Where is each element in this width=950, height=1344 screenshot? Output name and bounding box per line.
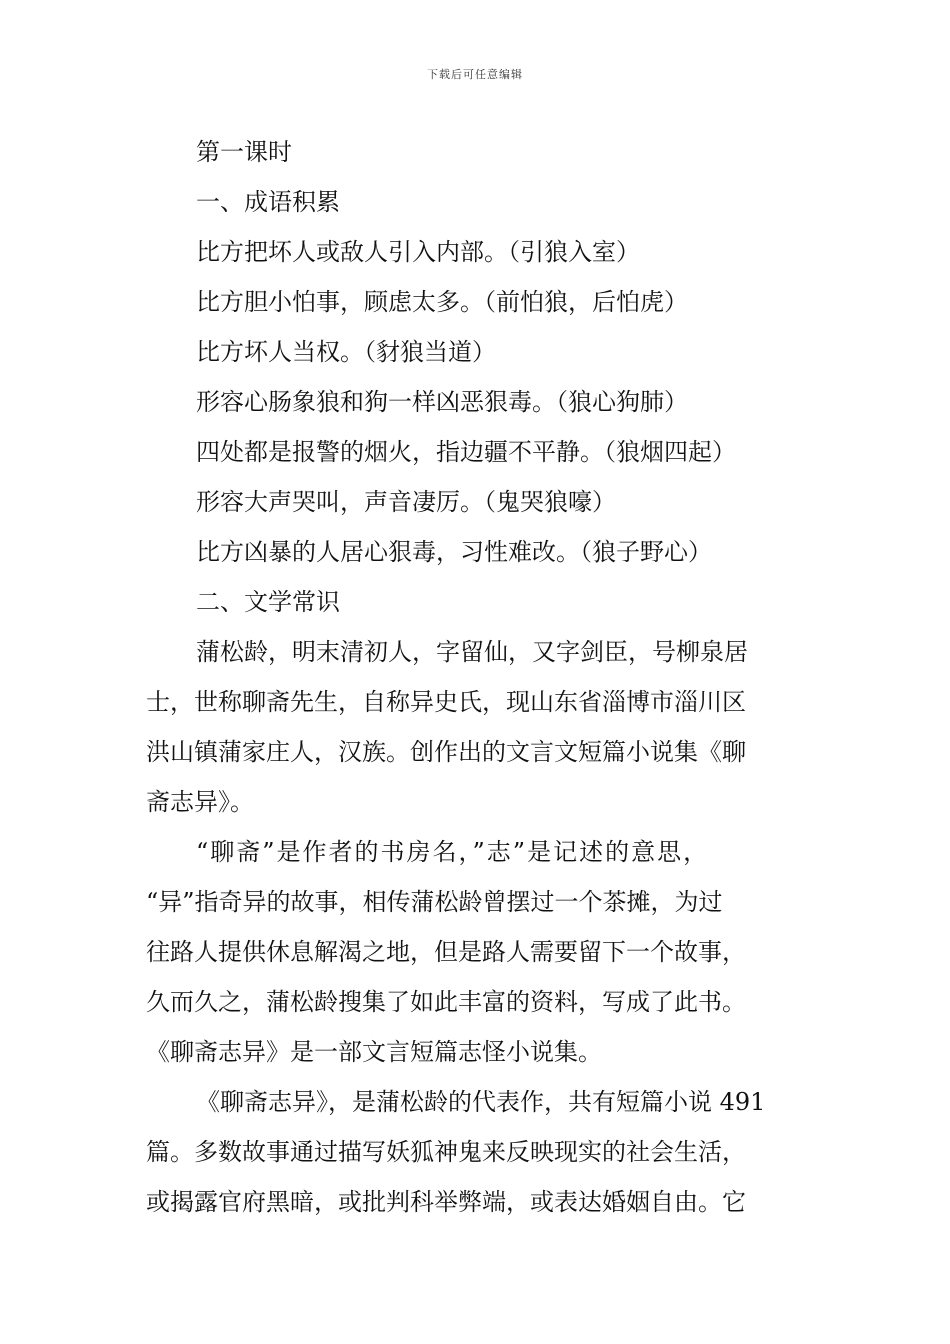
paragraph-line: 士，世称聊斋先生，自称异史氏，现山东省淄博市淄川区 [146, 688, 746, 716]
idiom-item: 形容心肠象狼和狗一样凶恶狠毒。（狼心狗肺） [196, 388, 688, 416]
paragraph-line: 《聊斋志异》，是蒲松龄的代表作，共有短篇小说 491 [196, 1088, 766, 1116]
idiom-item: 比方胆小怕事，顾虑太多。（前怕狼，后怕虎） [196, 288, 688, 316]
section-heading: 第一课时 [196, 138, 292, 166]
document-body [146, 127, 810, 1227]
paragraph-author [146, 627, 810, 827]
paragraph-line: 《聊斋志异》是一部文言短篇志怪小说集。 [146, 1038, 602, 1066]
paragraph-line: 蒲松龄，明末清初人，字留仙，又字剑臣，号柳泉居 [196, 638, 748, 666]
paragraph-line: “聊斋”是作者的书房名，”志”是记述的意思， [196, 838, 710, 866]
paragraph-line: 或揭露官府黑暗，或批判科举弊端，或表达婚姻自由。它 [146, 1188, 746, 1216]
paragraph-line: 久而久之，蒲松龄搜集了如此丰富的资料，写成了此书。 [146, 988, 746, 1016]
idioms-heading: 一、成语积累 [196, 188, 340, 216]
header-note: 下载后可任意编辑 [427, 68, 523, 81]
idiom-item: 比方凶暴的人居心狠毒，习性难改。（狼子野心） [196, 538, 712, 566]
paragraph-line: “异”指奇异的故事，相传蒲松龄曾摆过一个茶摊，为过 [146, 888, 723, 916]
paragraph-representative-work [146, 1077, 810, 1227]
idiom-item: 比方把坏人或敌人引入内部。（引狼入室） [196, 238, 640, 266]
idiom-item: 四处都是报警的烟火，指边疆不平静。（狼烟四起） [196, 438, 736, 466]
paragraph-line: 斋志异》。 [146, 788, 254, 816]
paragraph-line: 往路人提供休息解渴之地，但是路人需要留下一个故事， [146, 938, 746, 966]
paragraph-line: 洪山镇蒲家庄人，汉族。创作出的文言文短篇小说集《聊 [146, 738, 746, 766]
idiom-item: 形容大声哭叫，声音凄厉。（鬼哭狼嚎） [196, 488, 616, 516]
idiom-item: 比方坏人当权。（豺狼当道） [196, 338, 496, 366]
paragraph-title-meaning [146, 827, 810, 1077]
paragraph-line: 篇。多数故事通过描写妖狐神鬼来反映现实的社会生活， [146, 1138, 746, 1166]
literature-heading: 二、文学常识 [196, 588, 340, 616]
